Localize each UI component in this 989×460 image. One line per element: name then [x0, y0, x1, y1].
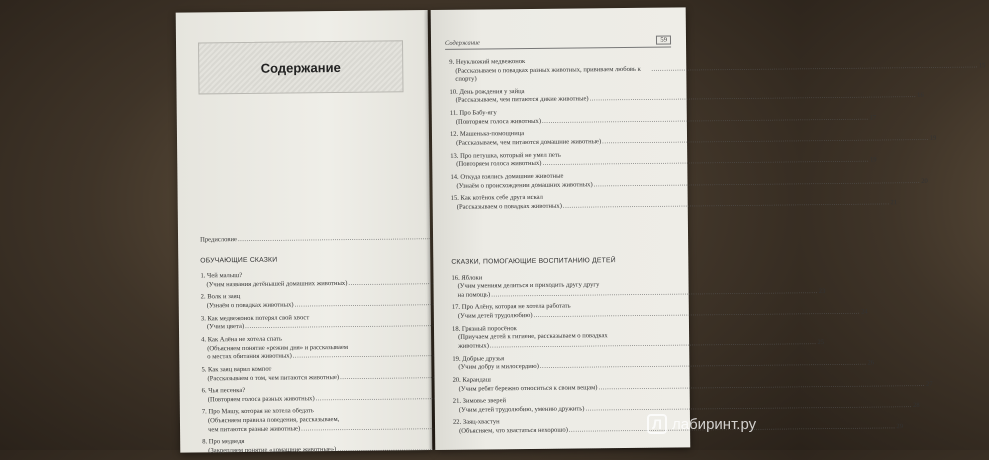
toc-entry — [449, 108, 877, 127]
entry-page: 25 — [817, 338, 825, 346]
entry-title: 14. Откуда взялись домашние животные — [450, 172, 564, 181]
entry-subtitle: (Повторяем голоса животных) — [455, 117, 542, 126]
entry-subtitle: (Закрепляем понятие «домашние животные») — [208, 445, 337, 455]
entry-page: 27 — [925, 380, 933, 388]
entry-page: 24 — [861, 308, 868, 316]
entry-subtitle-cont: на помощь) — [457, 291, 491, 299]
toc-entry — [200, 270, 405, 289]
entry-subtitle: (Учим умениям делиться и приходить другу другу — [457, 281, 600, 290]
entry-page: 17 — [869, 114, 877, 122]
entry-title: 7. Про Машу, которая не хотела обедать — [201, 407, 314, 416]
entry-subtitle: (Учим цвета) — [206, 323, 245, 331]
entry-subtitle: (Учим детей трудолюбию) — [457, 312, 533, 320]
entry-page: 21 — [890, 199, 898, 207]
entry-title: 12. Машенька-помощница — [449, 130, 525, 139]
labirint-logo-icon: Л — [647, 414, 667, 434]
entry-subtitle: (Учим добру и милосердию) — [458, 363, 539, 371]
entry-title: 21. Зимовье зверей — [452, 397, 507, 405]
section-heading: СКАЗКИ, ПОМОГАЮЩИЕ ВОСПИТАНИЮ ДЕТЕЙ — [451, 257, 616, 266]
toc-entry — [201, 292, 406, 311]
entry-title: 18. Грязный поросёнок — [451, 324, 517, 333]
entry-title: 2. Волк и заяц — [200, 293, 241, 301]
entry-title: 22. Заяц-хвастун — [452, 418, 500, 427]
entry-subtitle: (Учим названия детёнышей домашних животных) — [206, 279, 348, 289]
entry-subtitle: (Объясняем, что хвастаться нехорошо) — [459, 426, 568, 435]
entry-title: 6. Чья песенка? — [201, 387, 246, 395]
toc-entry — [451, 323, 825, 351]
toc-entry — [201, 364, 406, 383]
entry-title: 20. Карандаш — [452, 376, 491, 384]
toc-entry — [202, 385, 407, 404]
running-title: Содержание — [444, 39, 480, 47]
toc-entry — [451, 272, 826, 300]
left-page — [176, 10, 433, 453]
entry-title: 4. Как Алёна не хотела спать — [201, 335, 283, 344]
entry-subtitle: (Объясняем правила поведения, рассказываем, — [207, 416, 340, 425]
entry-title: 17. Про Алёну, которая не хотела работать — [451, 303, 571, 312]
toc-entry — [201, 313, 406, 332]
preface-label: Предисловие — [200, 236, 237, 244]
toc-entry — [451, 302, 868, 321]
entry-page: 19 — [929, 134, 937, 142]
entry-title: 11. Про Бабу-ягу — [449, 109, 497, 117]
title-banner — [198, 40, 404, 94]
entry-subtitle: (Узнаём о повадках животных) — [206, 301, 294, 310]
toc-right — [449, 57, 986, 217]
entry-subtitle: (Рассказываем о том, чем питаются животные) — [207, 373, 340, 382]
entry-page: 29 — [896, 423, 904, 431]
toc-entry — [452, 396, 920, 415]
entry-title: 8. Про медведя — [202, 438, 245, 446]
toc-entry — [202, 437, 407, 456]
entry-title: 13. Про петушка, который не умел петь — [450, 151, 561, 160]
entry-subtitle: (Рассказываем о повадках разных животных, прививаем любовь к спорту) — [455, 65, 641, 83]
toc-entry — [449, 57, 986, 85]
entry-subtitle: (Рассказываем о повадках животных) — [456, 202, 562, 211]
entry-page: 20 — [921, 177, 928, 185]
toc-entry — [450, 172, 928, 191]
running-header — [445, 37, 671, 49]
site-watermark — [647, 413, 756, 435]
entry-title: 15. Как котёнок себе друга искал — [450, 194, 543, 203]
entry-page: 19 — [869, 156, 877, 164]
toc-left — [200, 234, 407, 460]
entry-title: 16. Яблоки — [451, 274, 483, 282]
entry-subtitle: (Учим детей трудолюбию, умению дружить) — [458, 405, 585, 414]
entry-subtitle: (Повторяем голоса разных животных) — [207, 395, 315, 404]
entry-title: 1. Чей малыш? — [200, 272, 243, 280]
entry-title: 9. Неуклюжий медвежонок — [449, 58, 526, 66]
entry-subtitle: (Узнаём о происхождении домашних животных) — [456, 180, 593, 190]
entry-title: 10. День рождения у зайца — [449, 87, 525, 96]
toc-entry — [201, 334, 406, 362]
entry-page: 26 — [867, 359, 875, 367]
entry-subtitle: (Рассказываем, чем питаются дикие животные) — [455, 95, 589, 105]
toc-entry — [202, 407, 407, 435]
entry-page: 23 — [818, 287, 826, 295]
entry-subtitle: (Повторяем голоса животных) — [456, 160, 542, 169]
page-number: 59 — [656, 35, 671, 44]
toc-entry — [450, 193, 898, 212]
entry-subtitle-cont: животных) — [458, 342, 489, 350]
entry-subtitle: (Рассказываем, чем питаются домашние животные) — [456, 138, 602, 147]
entry-subtitle: (Учим ребят бережно относиться к своим вещам) — [458, 383, 598, 393]
toc-entry — [449, 86, 924, 105]
entry-subtitle: (Объясняем понятие «режим дня» и рассказываем — [207, 343, 349, 352]
entry-subtitle: (Приучаем детей к гигиене, рассказываем о повадках — [458, 332, 608, 342]
section-heading: ОБУЧАЮЩИЕ СКАЗКИ — [200, 256, 278, 265]
watermark-text: лабиринт.ру — [672, 415, 757, 433]
entry-subtitle-cont: чем питаются разные животные) — [208, 425, 301, 434]
toc-entry — [449, 129, 937, 148]
page-title: Содержание — [260, 59, 341, 76]
toc-entry — [452, 374, 933, 393]
entry-title: 19. Добрые друзья — [452, 354, 505, 363]
toc-entry — [452, 353, 875, 372]
entry-subtitle-cont: о местах обитания животных) — [207, 352, 292, 361]
toc-entry — [450, 150, 877, 169]
preface-row — [200, 234, 405, 245]
entry-title: 3. Как медвежонок потерял свой хвост — [200, 314, 310, 323]
entry-page: 16 — [917, 92, 924, 100]
entry-page: 28 — [912, 401, 920, 409]
entry-page: 15 — [978, 61, 986, 69]
entry-title: 5. Как заяц варил компот — [201, 365, 272, 374]
